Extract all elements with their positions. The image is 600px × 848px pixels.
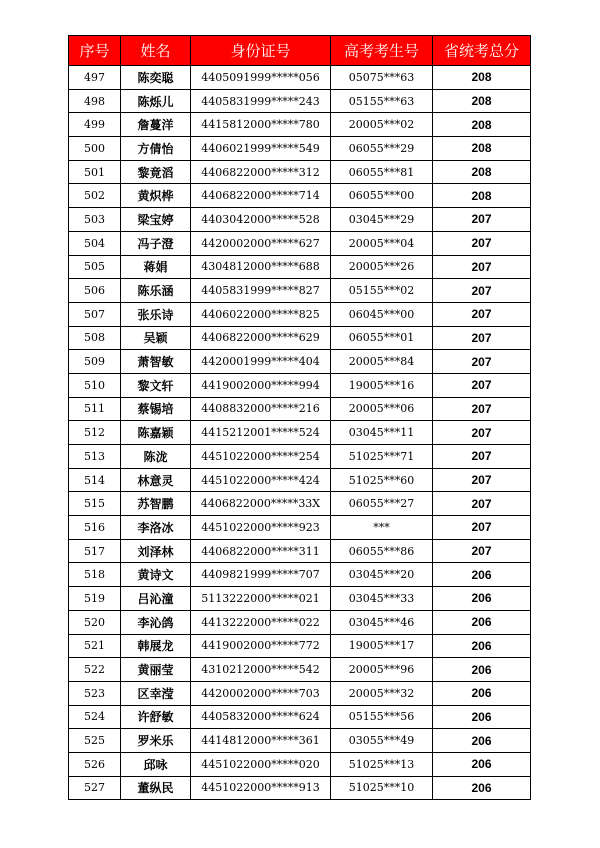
cell-id-number: 4451022000*****424: [191, 468, 331, 492]
cell-total-score: 207: [433, 302, 531, 326]
cell-id-number: 4405831999*****827: [191, 279, 331, 303]
table-row: [69, 373, 531, 397]
cell-total-score: 207: [433, 421, 531, 445]
cell-id-number: 4406021999*****549: [191, 137, 331, 161]
cell-total-score: 207: [433, 231, 531, 255]
cell-seq: 522: [69, 658, 121, 682]
cell-exam-number: 06045***00: [331, 302, 433, 326]
cell-name: 吕沁潼: [121, 587, 191, 611]
cell-name: 林意灵: [121, 468, 191, 492]
cell-id-number: 4419002000*****772: [191, 634, 331, 658]
header-seq: 序号: [69, 36, 121, 66]
table-row: [69, 752, 531, 776]
cell-exam-number: 20005***26: [331, 255, 433, 279]
cell-total-score: 207: [433, 468, 531, 492]
cell-exam-number: 03045***46: [331, 610, 433, 634]
cell-seq: 518: [69, 563, 121, 587]
table-row: [69, 421, 531, 445]
cell-name: 萧智敏: [121, 350, 191, 374]
cell-exam-number: ***: [331, 516, 433, 540]
cell-total-score: 207: [433, 373, 531, 397]
cell-seq: 497: [69, 66, 121, 90]
cell-total-score: 208: [433, 137, 531, 161]
cell-name: 吴颖: [121, 326, 191, 350]
cell-exam-number: 20005***06: [331, 397, 433, 421]
cell-total-score: 207: [433, 539, 531, 563]
cell-total-score: 206: [433, 729, 531, 753]
cell-id-number: 4414812000*****361: [191, 729, 331, 753]
cell-seq: 526: [69, 752, 121, 776]
cell-total-score: 206: [433, 587, 531, 611]
cell-exam-number: 19005***17: [331, 634, 433, 658]
cell-seq: 510: [69, 373, 121, 397]
table-row: [69, 658, 531, 682]
cell-exam-number: 03045***33: [331, 587, 433, 611]
table-row: [69, 634, 531, 658]
cell-id-number: 4420002000*****627: [191, 231, 331, 255]
cell-seq: 527: [69, 776, 121, 800]
table-row: [69, 326, 531, 350]
table-row: [69, 539, 531, 563]
cell-exam-number: 20005***32: [331, 681, 433, 705]
cell-id-number: 4403042000*****528: [191, 208, 331, 232]
cell-id-number: 4405832000*****624: [191, 705, 331, 729]
table-row: [69, 776, 531, 800]
cell-total-score: 206: [433, 563, 531, 587]
cell-id-number: 4451022000*****923: [191, 516, 331, 540]
cell-total-score: 207: [433, 326, 531, 350]
cell-exam-number: 05155***63: [331, 89, 433, 113]
cell-seq: 521: [69, 634, 121, 658]
cell-id-number: 4406822000*****629: [191, 326, 331, 350]
cell-total-score: 206: [433, 705, 531, 729]
cell-seq: 501: [69, 160, 121, 184]
cell-total-score: 206: [433, 752, 531, 776]
cell-name: 许舒敏: [121, 705, 191, 729]
cell-total-score: 208: [433, 66, 531, 90]
cell-id-number: 4451022000*****913: [191, 776, 331, 800]
cell-seq: 514: [69, 468, 121, 492]
cell-exam-number: 51025***60: [331, 468, 433, 492]
cell-name: 李洛冰: [121, 516, 191, 540]
cell-name: 张乐诗: [121, 302, 191, 326]
cell-exam-number: 06055***00: [331, 184, 433, 208]
cell-name: 陈泷: [121, 445, 191, 469]
cell-id-number: 4451022000*****020: [191, 752, 331, 776]
cell-name: 黄丽莹: [121, 658, 191, 682]
cell-id-number: 4406822000*****311: [191, 539, 331, 563]
cell-seq: 508: [69, 326, 121, 350]
cell-total-score: 206: [433, 658, 531, 682]
cell-exam-number: 03045***29: [331, 208, 433, 232]
cell-exam-number: 51025***71: [331, 445, 433, 469]
cell-seq: 523: [69, 681, 121, 705]
cell-exam-number: 06055***01: [331, 326, 433, 350]
cell-name: 陈烁儿: [121, 89, 191, 113]
table-row: [69, 137, 531, 161]
cell-seq: 524: [69, 705, 121, 729]
cell-name: 董纵民: [121, 776, 191, 800]
cell-id-number: 4406822000*****312: [191, 160, 331, 184]
cell-total-score: 207: [433, 492, 531, 516]
table-row: [69, 587, 531, 611]
cell-total-score: 206: [433, 634, 531, 658]
header-name: 姓名: [121, 36, 191, 66]
cell-name: 詹蔓洋: [121, 113, 191, 137]
cell-name: 陈奕聪: [121, 66, 191, 90]
cell-exam-number: 06055***86: [331, 539, 433, 563]
table-row: [69, 231, 531, 255]
cell-seq: 512: [69, 421, 121, 445]
table-row: [69, 681, 531, 705]
cell-seq: 509: [69, 350, 121, 374]
cell-id-number: 4406822000*****33X: [191, 492, 331, 516]
cell-total-score: 207: [433, 255, 531, 279]
cell-name: 陈嘉颖: [121, 421, 191, 445]
table-row: [69, 279, 531, 303]
cell-exam-number: 06055***29: [331, 137, 433, 161]
cell-exam-number: 20005***02: [331, 113, 433, 137]
cell-exam-number: 51025***13: [331, 752, 433, 776]
table-row: [69, 563, 531, 587]
cell-seq: 513: [69, 445, 121, 469]
header-id-number: 身份证号: [191, 36, 331, 66]
cell-id-number: 4304812000*****688: [191, 255, 331, 279]
cell-seq: 506: [69, 279, 121, 303]
table-row: [69, 516, 531, 540]
table-row: [69, 66, 531, 90]
cell-id-number: 4405091999*****056: [191, 66, 331, 90]
cell-seq: 520: [69, 610, 121, 634]
table-row: [69, 445, 531, 469]
cell-exam-number: 20005***84: [331, 350, 433, 374]
table-body: [69, 66, 531, 800]
cell-total-score: 207: [433, 208, 531, 232]
table-row: [69, 610, 531, 634]
cell-id-number: 4420001999*****404: [191, 350, 331, 374]
cell-exam-number: 03055***49: [331, 729, 433, 753]
cell-seq: 504: [69, 231, 121, 255]
cell-name: 邱咏: [121, 752, 191, 776]
table-row: [69, 208, 531, 232]
cell-name: 陈乐涵: [121, 279, 191, 303]
cell-exam-number: 05155***56: [331, 705, 433, 729]
cell-exam-number: 06055***81: [331, 160, 433, 184]
table-row: [69, 302, 531, 326]
cell-seq: 507: [69, 302, 121, 326]
cell-name: 刘泽林: [121, 539, 191, 563]
cell-total-score: 207: [433, 279, 531, 303]
cell-name: 黎竟滔: [121, 160, 191, 184]
table-row: [69, 397, 531, 421]
cell-id-number: 4406022000*****825: [191, 302, 331, 326]
score-table: [68, 35, 531, 800]
cell-exam-number: 20005***96: [331, 658, 433, 682]
cell-seq: 500: [69, 137, 121, 161]
cell-seq: 498: [69, 89, 121, 113]
cell-total-score: 207: [433, 397, 531, 421]
cell-total-score: 208: [433, 89, 531, 113]
cell-seq: 516: [69, 516, 121, 540]
cell-exam-number: 06055***27: [331, 492, 433, 516]
table-row: [69, 255, 531, 279]
table-row: [69, 705, 531, 729]
table-row: [69, 468, 531, 492]
cell-total-score: 206: [433, 610, 531, 634]
cell-id-number: 4406822000*****714: [191, 184, 331, 208]
header-total-score: 省统考总分: [433, 36, 531, 66]
cell-name: 黄炽桦: [121, 184, 191, 208]
cell-id-number: 4415812000*****780: [191, 113, 331, 137]
cell-name: 区幸滢: [121, 681, 191, 705]
cell-id-number: 4420002000*****703: [191, 681, 331, 705]
cell-exam-number: 03045***11: [331, 421, 433, 445]
cell-seq: 525: [69, 729, 121, 753]
cell-seq: 517: [69, 539, 121, 563]
table-row: [69, 89, 531, 113]
cell-seq: 502: [69, 184, 121, 208]
cell-name: 韩展龙: [121, 634, 191, 658]
cell-name: 黎文轩: [121, 373, 191, 397]
cell-total-score: 207: [433, 350, 531, 374]
cell-name: 黄诗文: [121, 563, 191, 587]
cell-id-number: 4415212001*****524: [191, 421, 331, 445]
cell-id-number: 4413222000*****022: [191, 610, 331, 634]
cell-id-number: 4310212000*****542: [191, 658, 331, 682]
cell-seq: 515: [69, 492, 121, 516]
cell-total-score: 208: [433, 184, 531, 208]
cell-total-score: 206: [433, 776, 531, 800]
cell-exam-number: 51025***10: [331, 776, 433, 800]
cell-name: 梁宝婷: [121, 208, 191, 232]
cell-seq: 505: [69, 255, 121, 279]
table-row: [69, 160, 531, 184]
cell-name: 方倩怡: [121, 137, 191, 161]
cell-id-number: 4408832000*****216: [191, 397, 331, 421]
cell-id-number: 4409821999*****707: [191, 563, 331, 587]
header-exam-number: 高考考生号: [331, 36, 433, 66]
cell-id-number: 4405831999*****243: [191, 89, 331, 113]
cell-seq: 499: [69, 113, 121, 137]
cell-seq: 519: [69, 587, 121, 611]
cell-seq: 511: [69, 397, 121, 421]
cell-exam-number: 20005***04: [331, 231, 433, 255]
cell-total-score: 208: [433, 160, 531, 184]
cell-total-score: 208: [433, 113, 531, 137]
cell-exam-number: 05075***63: [331, 66, 433, 90]
cell-seq: 503: [69, 208, 121, 232]
header-row: [69, 36, 531, 66]
table-row: [69, 113, 531, 137]
cell-total-score: 207: [433, 445, 531, 469]
table-row: [69, 184, 531, 208]
cell-name: 罗米乐: [121, 729, 191, 753]
cell-id-number: 4419002000*****994: [191, 373, 331, 397]
cell-name: 蒋娟: [121, 255, 191, 279]
cell-total-score: 206: [433, 681, 531, 705]
table-row: [69, 729, 531, 753]
cell-id-number: 4451022000*****254: [191, 445, 331, 469]
table-row: [69, 350, 531, 374]
cell-name: 苏智鹏: [121, 492, 191, 516]
cell-name: 冯子澄: [121, 231, 191, 255]
cell-exam-number: 05155***02: [331, 279, 433, 303]
cell-id-number: 5113222000*****021: [191, 587, 331, 611]
cell-total-score: 207: [433, 516, 531, 540]
cell-name: 蔡锡培: [121, 397, 191, 421]
cell-exam-number: 03045***20: [331, 563, 433, 587]
cell-name: 李沁鸽: [121, 610, 191, 634]
cell-exam-number: 19005***16: [331, 373, 433, 397]
table-row: [69, 492, 531, 516]
